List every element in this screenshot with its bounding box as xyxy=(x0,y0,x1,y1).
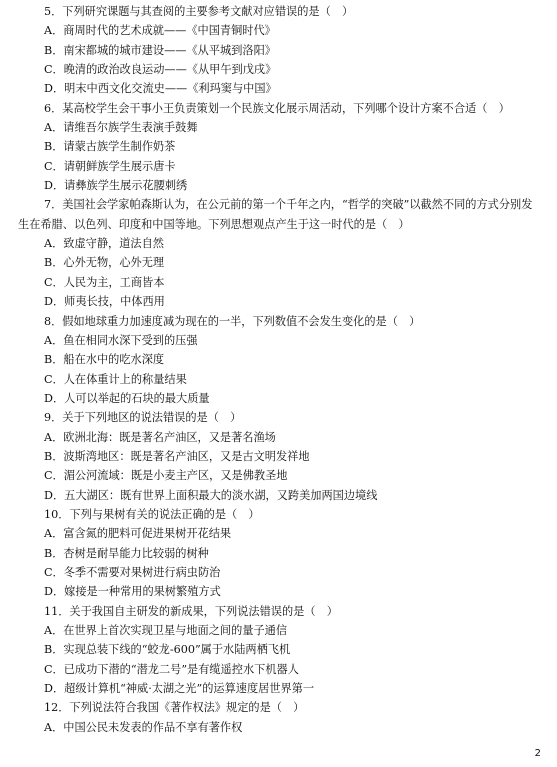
answer-option: B．心外无物，心外无理 xyxy=(44,256,165,270)
question-stem: 7．美国社会学家帕森斯认为，在公元前的第一个千年之内，“哲学的突破”以截然不同的方式分别发 xyxy=(44,198,533,212)
answer-option: B．请蒙古族学生制作奶茶 xyxy=(44,140,176,154)
answer-option: B．南宋都城的城市建设——《从平城到洛阳》 xyxy=(44,43,276,57)
answer-option: C．冬季不需要对果树进行病虫防治 xyxy=(44,565,221,579)
question-stem: 9．关于下列地区的说法错误的是（ ） xyxy=(44,411,242,425)
answer-option: D．请彝族学生展示花腰刺绣 xyxy=(44,179,188,193)
answer-option: C．人在体重计上的称量结果 xyxy=(44,372,187,386)
page-number: 2 xyxy=(534,748,541,759)
answer-option: D．人可以举起的石块的最大质量 xyxy=(44,391,210,405)
answer-option: D．师夷长技，中体西用 xyxy=(44,295,165,309)
answer-option: D．明末中西文化交流史——《利玛窦与中国》 xyxy=(44,82,277,96)
answer-option: C．湄公河流域：既是小麦主产区，又是佛教圣地 xyxy=(44,469,288,483)
answer-option: B．船在水中的吃水深度 xyxy=(44,353,165,367)
question-stem-continuation: 生在希腊、以色列、印度和中国等地。下列思想观点产生于这一时代的是（ ） xyxy=(18,217,410,231)
answer-option: D．五大湖区：既有世界上面积最大的淡水湖，又跨美加两国边境线 xyxy=(44,488,378,502)
answer-option: C．请朝鲜族学生展示唐卡 xyxy=(44,159,176,173)
question-stem: 5．下列研究课题与其查阅的主要参考文献对应错误的是（ ） xyxy=(44,5,354,18)
question-stem: 10．下列与果树有关的说法正确的是（ ） xyxy=(44,507,260,521)
answer-option: A．欧洲北海：既是著名产油区，又是著名渔场 xyxy=(44,430,276,444)
question-stem: 12．下列说法符合我国《著作权法》规定的是（ ） xyxy=(44,701,305,715)
answer-option: B．实现总装下线的“蛟龙-600”属于水陆两栖飞机 xyxy=(44,643,291,657)
answer-option: A．商周时代的艺术成就——《中国青铜时代》 xyxy=(44,24,276,38)
answer-option: C．晚清的政治改良运动——《从甲午到戊戌》 xyxy=(44,63,277,77)
answer-option: D．超级计算机“神威·太湖之光”的运算速度居世界第一 xyxy=(44,682,315,696)
answer-option: B．杏树是耐旱能力比较弱的树种 xyxy=(44,546,209,560)
answer-option: A．致虚守静，道法自然 xyxy=(44,237,164,251)
answer-option: B．波斯湾地区：既是著名产油区，又是古文明发祥地 xyxy=(44,449,310,463)
answer-option: A．在世界上首次实现卫星与地面之间的量子通信 xyxy=(44,624,288,637)
answer-option: D．嫁接是一种常用的果树繁殖方式 xyxy=(44,585,221,599)
question-stem: 11．关于我国自主研发的新成果，下列说法错误的是（ ） xyxy=(44,604,338,618)
answer-option: A．富含氮的肥料可促进果树开花结果 xyxy=(44,527,232,541)
question-list xyxy=(18,2,542,737)
answer-option: A．鱼在相同水深下受到的压强 xyxy=(44,333,198,347)
answer-option: C．已成功下潜的“潜龙二号”是有缆遥控水下机器人 xyxy=(44,662,299,676)
answer-option: A．中国公民未发表的作品不享有著作权 xyxy=(44,720,243,734)
question-stem: 8．假如地球重力加速度减为现在的一半，下列数值不会发生变化的是（ ） xyxy=(44,314,421,328)
question-stem: 6．某高校学生会干事小王负责策划一个民族文化展示周活动，下列哪个设计方案不合适（ ） xyxy=(44,101,510,115)
answer-option: C．人民为主，工商皆本 xyxy=(44,275,165,289)
answer-option: A．请维吾尔族学生表演手鼓舞 xyxy=(44,121,198,135)
